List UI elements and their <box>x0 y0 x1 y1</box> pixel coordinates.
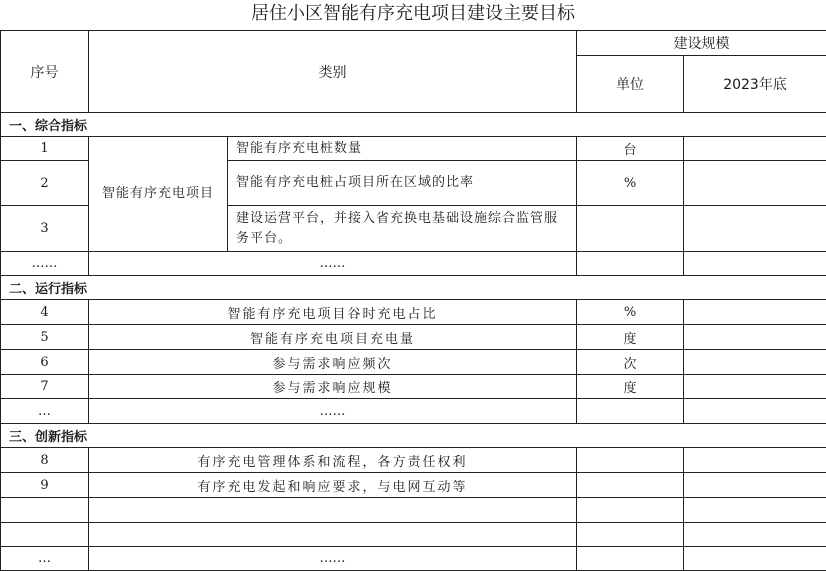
row-unit: 台 <box>577 137 684 161</box>
table-row <box>1 137 826 161</box>
table-row <box>1 473 826 498</box>
row-2023 <box>684 375 826 399</box>
row-item: 智能有序充电桩数量 <box>228 137 577 161</box>
row-seq <box>1 523 89 547</box>
row-2023 <box>684 448 826 473</box>
row-seq: 5 <box>1 325 89 350</box>
table-row <box>1 498 826 523</box>
row-2023 <box>684 161 826 206</box>
row-unit <box>577 473 684 498</box>
section-title-innovation: 三、创新指标 <box>1 424 826 448</box>
row-2023 <box>684 498 826 523</box>
row-unit: 度 <box>577 325 684 350</box>
row-2023 <box>684 523 826 547</box>
row-seq: 2 <box>1 161 89 206</box>
table-row <box>1 350 826 375</box>
row-item: 智能有序充电项目谷时充电占比 <box>89 300 577 325</box>
row-item: 有序充电发起和响应要求，与电网互动等 <box>89 473 577 498</box>
row-seq: 4 <box>1 300 89 325</box>
row-item-ellipsis: …… <box>89 547 577 571</box>
row-2023 <box>684 252 826 276</box>
row-item <box>89 498 577 523</box>
row-seq <box>1 498 89 523</box>
row-item: 有序充电管理体系和流程，各方责任权利 <box>89 448 577 473</box>
targets-table <box>0 30 826 571</box>
row-2023 <box>684 547 826 571</box>
row-unit <box>577 547 684 571</box>
row-unit <box>577 498 684 523</box>
row-seq: 8 <box>1 448 89 473</box>
row-item-ellipsis: …… <box>89 252 577 276</box>
section-title-operation: 二、运行指标 <box>1 276 826 300</box>
row-2023 <box>684 350 826 375</box>
row-unit: % <box>577 161 684 206</box>
row-seq: 1 <box>1 137 89 161</box>
table-row <box>1 252 826 276</box>
row-2023 <box>684 300 826 325</box>
row-2023 <box>684 206 826 252</box>
row-2023 <box>684 399 826 424</box>
group-label: 智能有序充电项目 <box>89 137 228 252</box>
row-unit <box>577 523 684 547</box>
section-title-comprehensive: 一、综合指标 <box>1 113 826 137</box>
row-2023 <box>684 137 826 161</box>
table-row <box>1 375 826 399</box>
row-unit <box>577 448 684 473</box>
row-unit <box>577 206 684 252</box>
row-item: 参与需求响应频次 <box>89 350 577 375</box>
row-unit: % <box>577 300 684 325</box>
row-item: 建设运营平台，并接入省充换电基础设施综合监管服务平台。 <box>228 206 577 252</box>
header-unit: 单位 <box>577 56 684 113</box>
row-unit: 次 <box>577 350 684 375</box>
table-row <box>1 448 826 473</box>
header-category: 类别 <box>89 31 577 113</box>
row-unit <box>577 399 684 424</box>
table-row <box>1 547 826 571</box>
row-item: 参与需求响应规模 <box>89 375 577 399</box>
page-title: 居住小区智能有序充电项目建设主要目标 <box>0 0 826 30</box>
header-scale: 建设规模 <box>577 31 826 56</box>
table-row <box>1 523 826 547</box>
row-item <box>89 523 577 547</box>
row-seq-ellipsis: … <box>1 547 89 571</box>
header-seq: 序号 <box>1 31 89 113</box>
row-item: 智能有序充电桩占项目所在区域的比率 <box>228 161 577 206</box>
row-item-ellipsis: …… <box>89 399 577 424</box>
row-2023 <box>684 325 826 350</box>
row-seq: 3 <box>1 206 89 252</box>
row-seq: 6 <box>1 350 89 375</box>
row-2023 <box>684 473 826 498</box>
row-item: 智能有序充电项目充电量 <box>89 325 577 350</box>
row-seq: 9 <box>1 473 89 498</box>
row-seq: 7 <box>1 375 89 399</box>
header-2023: 2023年底 <box>684 56 826 113</box>
table-row <box>1 399 826 424</box>
row-seq-ellipsis: … <box>1 399 89 424</box>
row-unit: 度 <box>577 375 684 399</box>
table-row <box>1 325 826 350</box>
row-unit <box>577 252 684 276</box>
row-seq-ellipsis: …… <box>1 252 89 276</box>
table-row <box>1 300 826 325</box>
